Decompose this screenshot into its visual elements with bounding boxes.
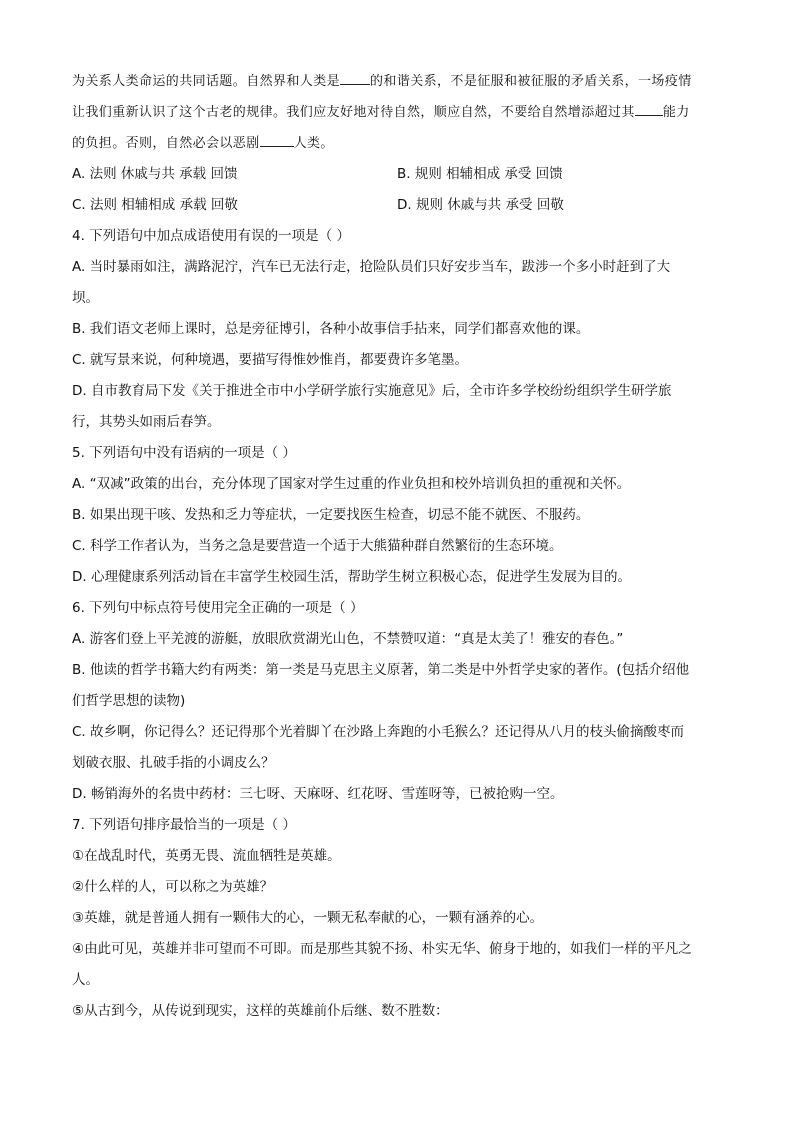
- q6-option-c: C. 故乡啊，你记得么？还记得那个光着脚丫在沙路上奔跑的小毛猴么？还记得从八月的枝头偷摘酸枣而: [72, 724, 685, 740]
- q3-options-row-1: [72, 159, 732, 190]
- q5-option-d: D. 心理健康系列活动旨在丰富学生校园生活，帮助学生树立积极心态，促进学生发展为目的。: [72, 569, 631, 585]
- q3-option-a: A. 法则 休戚与共 承载 回馈: [72, 166, 238, 182]
- q4-option-a-cont: 坝。: [72, 290, 99, 306]
- q3-option-c: C. 法则 相辅相成 承载 回敬: [72, 197, 238, 213]
- q3-text: 人类。: [293, 136, 334, 151]
- q7-stem: 7. 下列语句排序最恰当的一项是（ ）: [72, 817, 296, 833]
- q7-sentence-4-cont: 人。: [72, 972, 99, 988]
- q3-text: 让我们重新认识了这个古老的规律。我们应友好地对待自然，顺应自然，不要给自然增添超过其: [72, 105, 635, 120]
- q3-passage-line-3: [72, 128, 732, 159]
- q3-option-d: D. 规则 休戚与共 承受 回敬: [397, 197, 564, 213]
- q7-sentence-5: ⑤从古到今，从传说到现实，这样的英雄前仆后继、数不胜数：: [72, 1003, 449, 1019]
- q3-text: 的负担。否则，自然必会以恶剧: [72, 136, 260, 151]
- q7-sentence-1: ①在战乱时代，英勇无畏、流血牺牲是英雄。: [72, 848, 341, 864]
- q3-passage-line-2: [72, 97, 732, 128]
- q7-sentence-3: ③英雄，就是普通人拥有一颗伟大的心，一颗无私奉献的心，一颗有涵养的心。: [72, 910, 544, 926]
- q6-stem: 6. 下列句中标点符号使用完全正确的一项是（ ）: [72, 600, 364, 616]
- q6-option-c-cont: 划破衣服、扎破手指的小调皮么？: [72, 755, 275, 771]
- q3-text: 能力: [662, 105, 690, 120]
- q6-option-b-cont: 们哲学思想的读物): [72, 693, 186, 709]
- q6-option-b: B. 他读的哲学书籍大约有两类：第一类是马克思主义原著，第二类是中外哲学史家的著作。(包括介绍他: [72, 662, 690, 678]
- q4-option-c: C. 就写景来说，何种境遇，要描写得惟妙惟肖，都要费许多笔墨。: [72, 352, 469, 368]
- q4-option-b: B. 我们语文老师上课时，总是旁征博引，各种小故事信手拈来，同学们都喜欢他的课。: [72, 321, 590, 337]
- q4-option-d: D. 自市教育局下发《关于推进全市中小学研学旅行实施意见》后，全市许多学校纷纷组织学生研学旅: [72, 383, 672, 399]
- answer-blank: [635, 103, 663, 116]
- q3-text: 为关系人类命运的共同话题。自然界和人类是: [72, 74, 341, 89]
- q4-option-d-cont: 行，其势头如雨后春笋。: [72, 414, 221, 430]
- q3-text: 的和谐关系，不是征服和被征服的矛盾关系，一场疫情: [370, 74, 692, 89]
- q5-option-a: A. “双减”政策的出台，充分体现了国家对学生过重的作业负担和校外培训负担的重视和关怀。: [72, 476, 631, 492]
- q5-option-c: C. 科学工作者认为，当务之急是要营造一个适于大熊猫种群自然繁衍的生态环境。: [72, 538, 563, 554]
- q7-sentence-2: ②什么样的人，可以称之为英雄？: [72, 879, 274, 895]
- q5-stem: 5. 下列语句中没有语病的一项是（ ）: [72, 445, 296, 461]
- page-content: [72, 66, 732, 1027]
- answer-blank: [340, 72, 370, 85]
- q7-sentence-4: ④由此可见，英雄并非可望而不可即。而是那些其貌不扬、朴实无华、俯身于地的，如我们一样的平凡之: [72, 941, 692, 957]
- answer-blank: [260, 134, 294, 147]
- q3-passage-line-1: [72, 66, 732, 97]
- q5-option-b: B. 如果出现干咳、发热和乏力等症状，一定要找医生检查，切忌不能不就医、不服药。: [72, 507, 590, 523]
- q3-option-b: B. 规则 相辅相成 承受 回馈: [397, 166, 563, 182]
- q6-option-d: D. 畅销海外的名贵中药材：三七呀、天麻呀、红花呀、雪莲呀等，已被抢购一空。: [72, 786, 564, 802]
- q4-stem: 4. 下列语句中加点成语使用有误的一项是（ ）: [72, 228, 350, 244]
- q6-option-a: A. 游客们登上平羌渡的游艇，放眼欣赏湖光山色，不禁赞叹道：“真是太美了！雅安的春色。”: [72, 631, 624, 647]
- q3-options-row-2: [72, 190, 732, 221]
- q4-option-a: A. 当时暴雨如注，满路泥泞，汽车已无法行走，抢险队员们只好安步当车，跋涉一个多小时赶到了大: [72, 259, 671, 275]
